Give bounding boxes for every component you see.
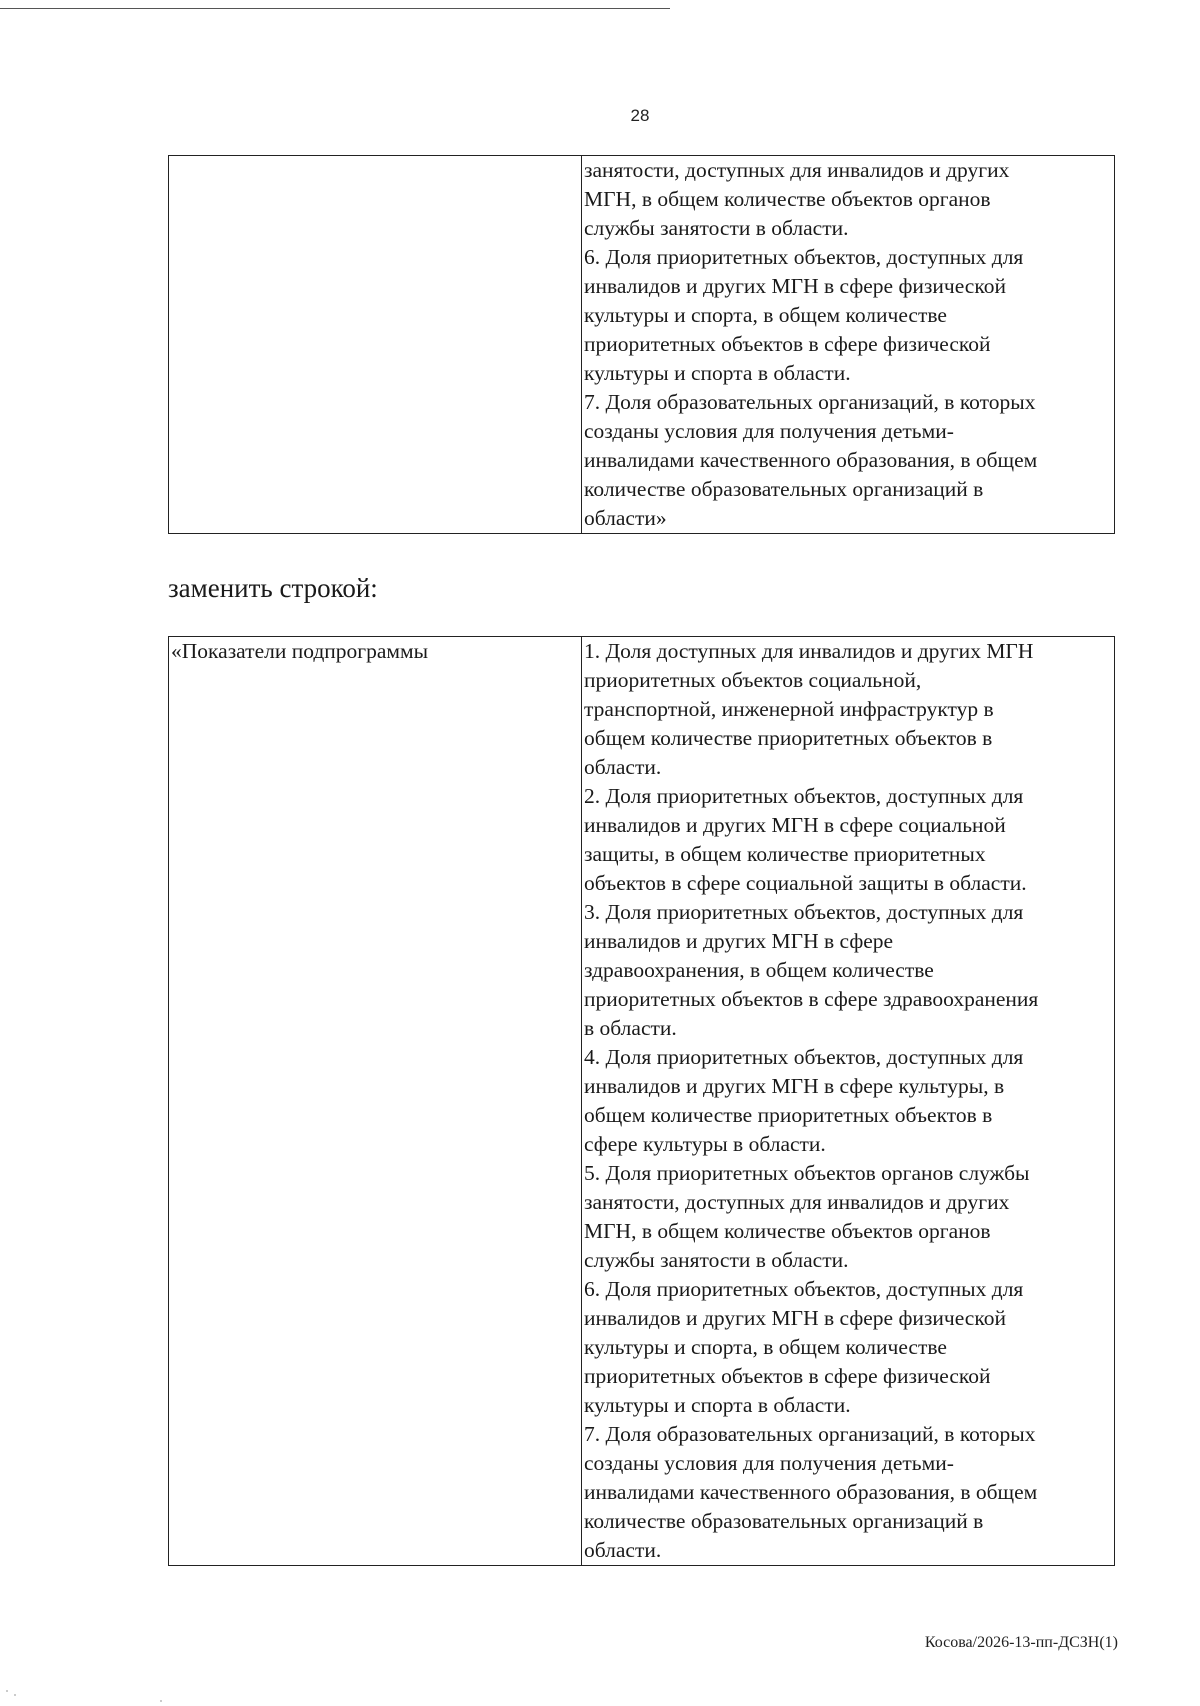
scan-speck <box>14 1694 16 1696</box>
continued-table <box>168 155 1115 534</box>
table-cell-heading: «Показатели подпрограммы <box>169 637 582 1566</box>
document-code: Косова/2026-13-пп-ДСЗН(1) <box>924 1634 1118 1651</box>
replacement-table <box>168 636 1115 1566</box>
page-number: 28 <box>630 106 650 125</box>
instruction-text: заменить строкой: <box>168 573 378 603</box>
table-cell-indicators: 1. Доля доступных для инвалидов и других МГН приоритетных объектов социальной, транспортной, инженерной инфраструктур в общем количестве приоритетных объектов в области. 2. Доля приоритетных объектов, доступных для инвалидов и других МГН в сфере социальной защиты, в общем количестве приоритетных объектов в сфере социальной защиты в области. 3. Доля приоритетных объектов, доступных для инвалидов и других МГН в сфере здравоохранения, в общем количестве приоритетных объектов в сфере здравоохранения в области. 4. Доля приоритетных объектов, доступных для инвалидов и других МГН в сфере культуры, в общем количестве приоритетных объектов в сфере культуры в области. 5. Доля приоритетных объектов органов службы занятости, доступных для инвалидов и других МГН, в общем количестве объектов органов службы занятости в области. 6. Доля приоритетных объектов, доступных для инвалидов и других МГН в сфере физической культуры и спорта, в общем количестве приоритетных объектов в сфере физической культуры и спорта в области. 7. Доля образовательных организаций, в которых созданы условия для получения детьми- инвалидами качественного образования, в общем количестве образовательных организаций в области. <box>582 637 1115 1566</box>
scan-speck <box>6 1690 8 1692</box>
scan-speck <box>160 1700 162 1702</box>
table-row <box>169 156 1115 534</box>
table-row <box>169 637 1115 1566</box>
table-cell-indicators: занятости, доступных для инвалидов и других МГН, в общем количестве объектов органов службы занятости в области. 6. Доля приоритетных объектов, доступных для инвалидов и других МГН в сфере физической культуры и спорта, в общем количестве приоритетных объектов в сфере физической культуры и спорта в области. 7. Доля образовательных организаций, в которых созданы условия для получения детьми- инвалидами качественного образования, в общем количестве образовательных организаций в области» <box>582 156 1115 534</box>
scan-top-rule <box>0 8 670 9</box>
table-cell-left <box>169 156 582 534</box>
